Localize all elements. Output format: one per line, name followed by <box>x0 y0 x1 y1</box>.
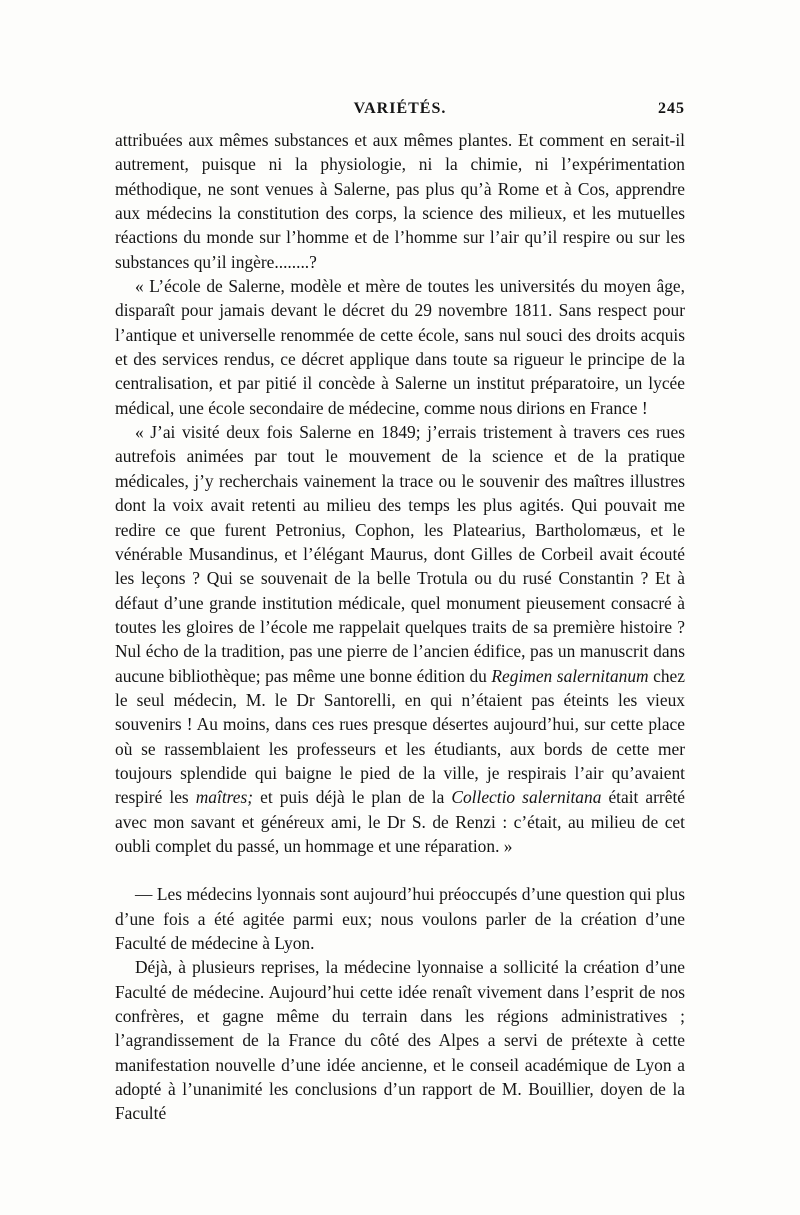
paragraph-salerne-visit <box>115 420 685 858</box>
paragraph-lyon-faculty: Déjà, à plusieurs reprises, la médecine lyonnaise a sollicité la création d’une Faculté de médecine. Aujourd’hui cette idée renaît vivement dans l’esprit de nos confrères, et gagne même du terrain dans les régions administratives ; l’agrandissement de la France du côté des Alpes a servi de prétexte à cette manifestation nouvelle d’une idée ancienne, et le conseil académique de Lyon a adopté à l’unanimité les conclusions d’un rapport de M. Bouillier, doyen de la Faculté <box>115 957 685 1124</box>
paragraph-text: était arrêté avec mon savant et généreux ami, le Dr S. de Renzi : c’était, au milieu de cet oubli complet du passé, un hommage et une réparation. » <box>115 787 685 856</box>
paragraph-lyon-question: — Les médecins lyonnais sont aujourd’hui préoccupés d’une question qui plus d’une fois a été agitée parmi eux; nous voulons parler de la création d’une Faculté de médecine à Lyon. <box>115 884 685 953</box>
page-number: 245 <box>658 100 685 117</box>
italic-title: Collectio salernitana <box>451 787 602 808</box>
section-gap <box>115 858 685 882</box>
paragraph-text: et puis déjà le plan de la <box>253 787 445 808</box>
paragraph-text: chez le seul médecin, M. le Dr Santorelli, en qui n’étaient pas éteints les vieux souvenirs ! Au moins, dans ces rues presque désertes aujourd’hui, sur cette place où se rassemblaient les professeurs et les étudiants, aux bords de cette mer toujours splendide qui baigne le pied de la ville, je respirais l’air qu’avaient respiré les <box>115 665 685 808</box>
italic-title: Regimen salernitanum <box>491 665 649 686</box>
running-title: VARIÉTÉS. <box>353 100 447 117</box>
page-header <box>115 100 685 124</box>
paragraph-continuation: attribuées aux mêmes substances et aux mêmes plantes. Et comment en serait-il autrement, puisque ni la physiologie, ni la chimie, ni l’expérimentation méthodique, ne sont venues à Salerne, pas plus qu’à Rome et à Cos, apprendre aux médecins la constitution des corps, la science des milieux, et les mutuelles réactions du monde sur l’homme et de l’homme sur l’air qu’il respire ou sur les substances qu’il ingère........? <box>115 130 685 272</box>
paragraph-salerne-decree: « L’école de Salerne, modèle et mère de toutes les universités du moyen âge, disparaît pour jamais devant le décret du 29 novembre 1811. Sans respect pour l’antique et universelle renommée de cette école, sans nul souci des droits acquis et des services rendus, ce décret applique dans toute sa rigueur le principe de la centralisation, et par pitié il concède à Salerne un institut préparatoire, un lycée médical, une école secondaire de médecine, comme nous dirions en France ! <box>115 276 685 418</box>
body-text <box>115 128 685 1126</box>
paragraph-text: « J’ai visité deux fois Salerne en 1849; j’errais tristement à travers ces rues autrefois animées par tout le mouvement de la science et de la pratique médicales, j’y recherchais vainement la trace ou le souvenir des maîtres illustres dont la voix avait retenti au milieu des temps les plus agités. Qui pouvait me redire ce que furent Petronius, Cophon, les Platearius, Bartholomæus, et le vénérable Musandinus, et l’élégant Maurus, dont Gilles de Corbeil avait écouté les leçons ? Qui se souvenait de la belle Trotula ou du rusé Constantin ? Et à défaut d’une grande institution médicale, quel monument pieusement consacré à toutes les gloires de l’école me rappelait quelques traits de sa première histoire ? Nul écho de la tradition, pas une pierre de l’ancien édifice, pas un manuscrit dans aucune bibliothèque; pas même une bonne édition du <box>115 422 685 686</box>
italic-word: maîtres; <box>195 787 254 808</box>
